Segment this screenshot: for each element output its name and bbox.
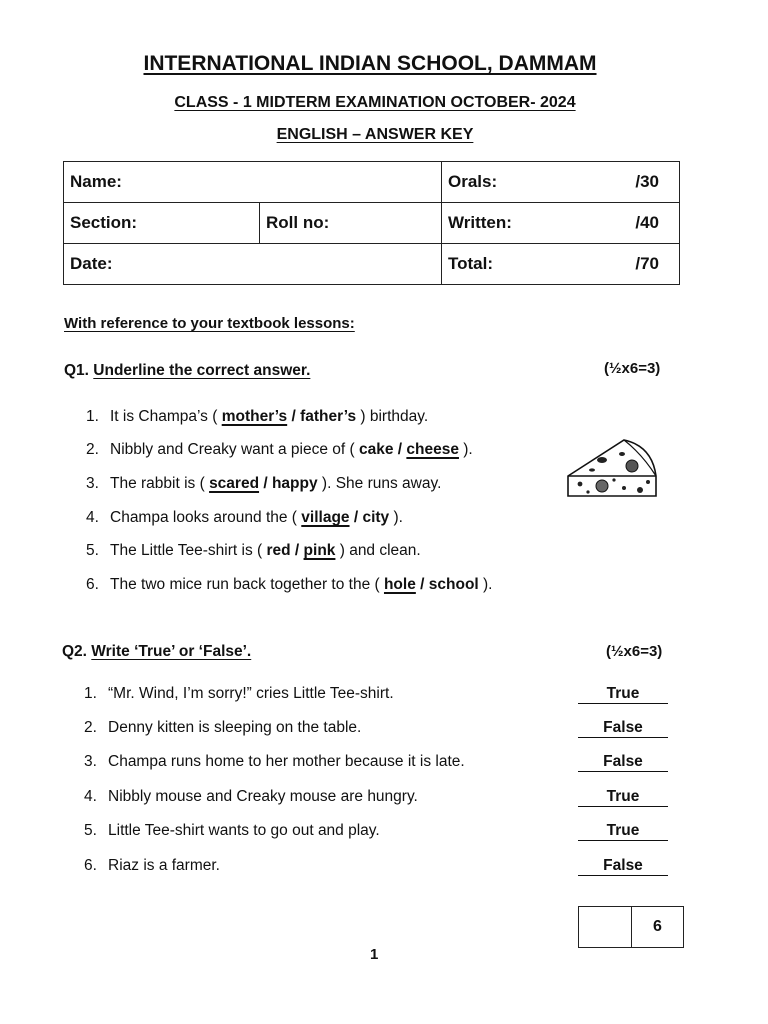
q1-heading	[64, 362, 310, 380]
q1-item	[86, 475, 441, 493]
student-info-table	[63, 161, 680, 285]
q1-item-pre: Champa looks around the (	[110, 509, 302, 526]
q2-item-number: 2.	[84, 719, 97, 736]
q1-option-a: red	[266, 542, 291, 559]
q1-item-post: ). She runs away.	[317, 475, 442, 492]
q2-item-text: Champa runs home to her mother because it is late.	[108, 753, 465, 770]
q2-item	[84, 719, 361, 737]
q1-option-b: city	[362, 509, 390, 526]
q1-option-a: scared	[209, 475, 260, 492]
q2-answer: True	[578, 788, 668, 807]
q1-item-pre: It is Champa’s (	[110, 408, 222, 425]
date-label: Date:	[70, 254, 113, 273]
q2-item-text: Nibbly mouse and Creaky mouse are hungry.	[108, 788, 418, 805]
score-box-value: 6	[653, 918, 662, 935]
section-label: Section:	[70, 213, 138, 232]
q2-item-text: “Mr. Wind, I’m sorry!” cries Little Tee-shirt.	[108, 685, 394, 702]
score-box	[578, 906, 684, 948]
q1-option-a: mother’s	[221, 408, 288, 425]
q2-answer: False	[578, 719, 668, 738]
q1-title: Underline the correct answer.	[93, 362, 311, 379]
q1-item-number: 2.	[86, 441, 99, 458]
q2-item-text: Little Tee-shirt wants to go out and play.	[108, 822, 380, 839]
q2-item	[84, 822, 380, 840]
q2-item-number: 3.	[84, 753, 97, 770]
q1-option-separator: /	[415, 576, 429, 593]
q1-label: Q1.	[64, 362, 89, 379]
q1-item-post: ) and clean.	[335, 542, 421, 559]
q1-option-a: hole	[383, 576, 416, 593]
q2-heading	[62, 643, 251, 661]
q2-item-text: Denny kitten is sleeping on the table.	[108, 719, 362, 736]
q2-title: Write ‘True’ or ‘False’.	[91, 643, 252, 660]
subject-title: ENGLISH – ANSWER KEY	[276, 126, 474, 143]
total-marks: /70	[635, 254, 659, 273]
q1-option-separator: /	[287, 408, 301, 425]
orals-cell	[442, 162, 680, 203]
q2-item	[84, 857, 220, 875]
q1-option-separator: /	[393, 441, 407, 458]
written-cell	[442, 203, 680, 244]
orals-marks: /30	[635, 172, 659, 191]
q1-item-post: ).	[478, 576, 493, 593]
cheese-icon	[562, 432, 662, 510]
q1-item	[86, 576, 493, 594]
q1-item-number: 6.	[86, 576, 99, 593]
q1-option-b: happy	[271, 475, 318, 492]
exam-title: CLASS - 1 MIDTERM EXAMINATION OCTOBER- 2024	[174, 94, 576, 111]
name-cell	[64, 162, 442, 203]
total-label: Total:	[448, 254, 494, 273]
page-number: 1	[370, 946, 379, 963]
q1-item-post: ) birthday.	[356, 408, 429, 425]
q2-label: Q2.	[62, 643, 87, 660]
q2-item-number: 6.	[84, 857, 97, 874]
q1-option-b: cheese	[406, 441, 459, 458]
roll-cell	[260, 203, 442, 244]
q1-option-b: pink	[303, 542, 336, 559]
q1-item	[86, 542, 421, 560]
written-label: Written:	[448, 213, 512, 232]
q1-item	[86, 441, 473, 459]
q1-option-separator: /	[259, 475, 272, 492]
q2-marks: (½x6=3)	[606, 643, 663, 660]
q1-option-separator: /	[290, 542, 304, 559]
q1-option-separator: /	[349, 509, 363, 526]
school-name: INTERNATIONAL INDIAN SCHOOL, DAMMAM	[143, 52, 597, 75]
orals-label: Orals:	[448, 172, 498, 191]
q2-item	[84, 685, 394, 703]
q2-answer: True	[578, 822, 668, 841]
q1-item-post: ).	[389, 509, 403, 526]
name-label: Name:	[70, 172, 122, 191]
q1-marks: (½x6=3)	[604, 360, 661, 377]
q2-item-number: 5.	[84, 822, 97, 839]
reference-heading: With reference to your textbook lessons:	[64, 315, 355, 332]
q1-item-post: ).	[458, 441, 473, 458]
q1-item	[86, 408, 428, 426]
q1-option-a: village	[301, 509, 350, 526]
q2-item-number: 4.	[84, 788, 97, 805]
q2-item-text: Riaz is a farmer.	[108, 857, 220, 874]
section-cell	[64, 203, 260, 244]
q1-option-b: school	[428, 576, 479, 593]
written-marks: /40	[635, 213, 659, 232]
q1-item-number: 4.	[86, 509, 99, 526]
q1-item-number: 3.	[86, 475, 99, 492]
q2-item	[84, 788, 418, 806]
score-box-empty	[579, 907, 632, 947]
q2-answer: False	[578, 857, 668, 876]
q1-item-number: 1.	[86, 408, 99, 425]
total-cell	[442, 244, 680, 285]
q1-item-pre: The rabbit is (	[110, 475, 210, 492]
q2-answer: False	[578, 753, 668, 772]
q2-answer: True	[578, 685, 668, 704]
q1-item-pre: Nibbly and Creaky want a piece of (	[110, 441, 359, 458]
roll-label: Roll no:	[266, 213, 330, 232]
q1-item-pre: The Little Tee-shirt is (	[110, 542, 267, 559]
q2-item	[84, 753, 465, 771]
q1-option-b: father’s	[300, 408, 357, 425]
q1-item	[86, 509, 403, 527]
q2-item-number: 1.	[84, 685, 97, 702]
date-cell	[64, 244, 442, 285]
q1-item-number: 5.	[86, 542, 99, 559]
q1-option-a: cake	[358, 441, 394, 458]
q1-item-pre: The two mice run back together to the (	[110, 576, 384, 593]
